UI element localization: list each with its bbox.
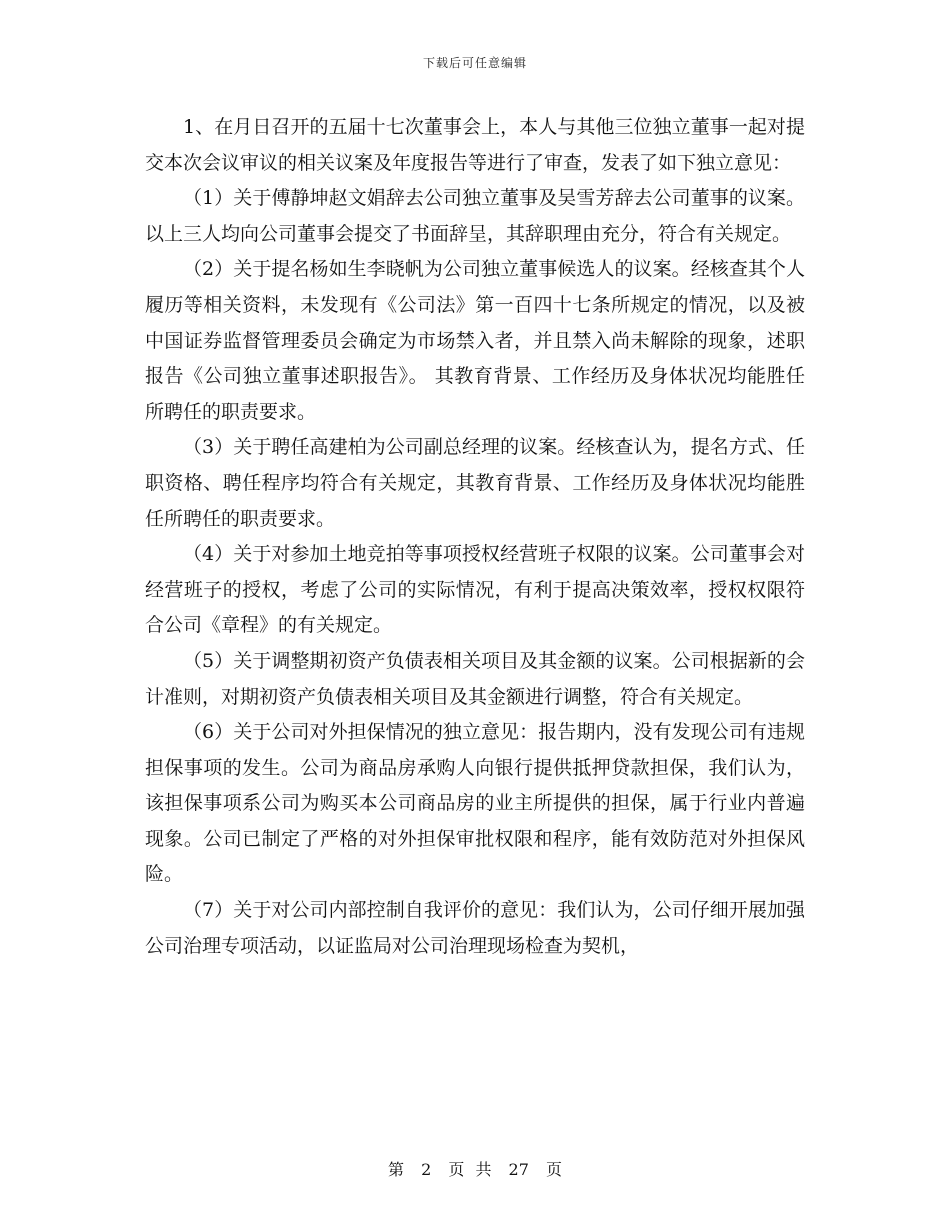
paragraph-5: （4）关于对参加土地竞拍等事项授权经营班子权限的议案。公司董事会对经营班子的授权，考虑了公司的实际情况，有利于提高决策效率，授权权限符合公司《章程》的有关规定。 (145, 543, 805, 637)
paragraph-4: （3）关于聘任高建柏为公司副总经理的议案。经核查认为，提名方式、任职资格、聘任程序均符合有关规定，其教育背景、工作经历及身体状况均能胜任所聘任的职责要求。 (145, 436, 805, 530)
footer-prefix: 第 (387, 1160, 404, 1179)
footer-total-pages: 27 (508, 1160, 529, 1179)
paragraph-3: （2）关于提名杨如生李晓帆为公司独立董事候选人的议案。经核查其个人履历等相关资料，未发现有《公司法》第一百四十七条所规定的情况，以及被中国证券监督管理委员会确定为市场禁入者，并且禁入尚未解除的现象，述职报告《公司独立董事述职报告》。 其教育背景、工作经历及身体状况均能胜任所聘任的职责要求。 (145, 258, 805, 423)
paragraph-1: 1、在月日召开的五届十七次董事会上，本人与其他三位独立董事一起对提交本次会议审议的相关议案及年度报告等进行了审查，发表了如下独立意见： (145, 116, 805, 174)
paragraph-8: （7）关于对公司内部控制自我评价的意见：我们认为，公司仔细开展加强公司治理专项活动，以证监局对公司治理现场检查为契机， (145, 899, 805, 957)
header-note: 下载后可任意编辑 (422, 56, 527, 70)
document-body (145, 110, 805, 964)
footer-middle: 页 共 (448, 1160, 492, 1179)
page-footer (0, 1157, 950, 1180)
paragraph-6: （5）关于调整期初资产负债表相关项目及其金额的议案。公司根据新的会计准则，对期初资产负债表相关项目及其金额进行调整，符合有关规定。 (145, 649, 805, 708)
footer-page-number: 2 (421, 1160, 432, 1179)
footer-suffix: 页 (546, 1160, 563, 1179)
paragraph-7: （6）关于公司对外担保情况的独立意见：报告期内，没有发现公司有违规担保事项的发生。公司为商品房承购人向银行提供抵押贷款担保，我们认为，该担保事项系公司为购买本公司商品房的业主所提供的担保，属于行业内普遍现象。公司已制定了严格的对外担保审批权限和程序，能有效防范对外担保风险。 (145, 721, 805, 886)
paragraph-2: （1）关于傅静坤赵文娟辞去公司独立董事及吴雪芳辞去公司董事的议案。以上三人均向公司董事会提交了书面辞呈，其辞职理由充分，符合有关规定。 (145, 187, 805, 245)
